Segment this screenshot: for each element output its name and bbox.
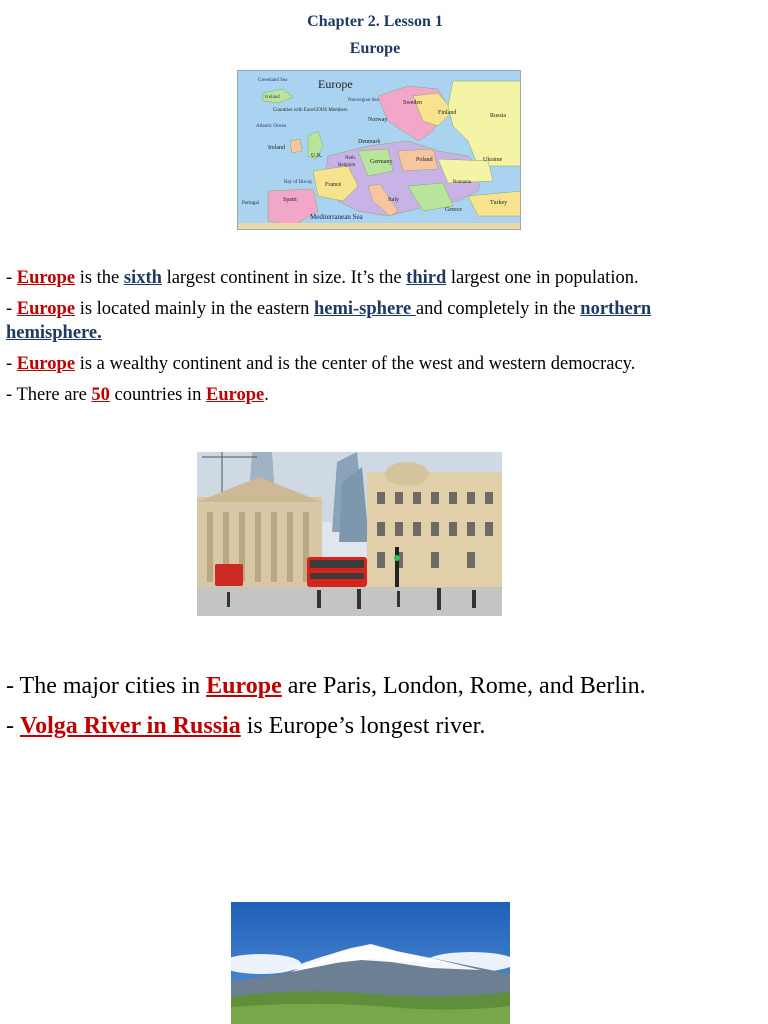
fact-line-river (6, 713, 485, 740)
map-label: Norwegian Sea (348, 98, 379, 103)
map-label: Portugal (242, 201, 259, 206)
london-city-photo (197, 452, 502, 616)
map-label: Russia (490, 113, 507, 119)
map-label: Greenland Sea (258, 78, 288, 83)
fact-text: largest one in population. (446, 268, 639, 288)
map-label: Mediterranean Sea (310, 213, 363, 221)
fact-text: largest continent in size. It’s the (161, 268, 407, 288)
fact-line-wealth (6, 354, 635, 375)
bullet-dash: - (6, 713, 20, 739)
topic-title: Europe (349, 40, 401, 57)
keyword-hemi-sphere: hemi-sphere (313, 299, 416, 319)
map-label: Ireland (268, 145, 285, 151)
map-legend: Countries with EuroGOOS Members (273, 108, 348, 113)
map-label: U.K. (311, 153, 323, 159)
keyword-europe: Europe (206, 385, 265, 405)
mountain-photo (231, 902, 510, 1024)
map-label: Poland (416, 157, 433, 163)
map-label: Bay of Biscay (284, 180, 313, 185)
map-label: Belgium (338, 163, 356, 168)
fact-text: countries in (109, 385, 206, 405)
fact-text: is a wealthy continent and is the center of the west and western democracy. (75, 354, 636, 374)
map-label: Sweden (403, 100, 422, 106)
map-title: Europe (318, 77, 353, 91)
map-label: Romania (453, 180, 472, 185)
map-label: Denmark (358, 139, 381, 145)
keyword-third: third (406, 268, 447, 288)
fact-text: and completely in the (415, 299, 581, 319)
fact-text: . (264, 385, 269, 405)
keyword-fifty: 50 (91, 385, 110, 405)
keyword-sixth: sixth (123, 268, 162, 288)
fact-text: is Europe’s longest river. (240, 713, 486, 739)
bullet-dash: - (6, 268, 17, 288)
fact-text: is the (75, 268, 124, 288)
map-label: Norway (368, 117, 388, 123)
keyword-hemisphere: hemisphere. (6, 323, 102, 343)
fact-text: - The major cities in (6, 673, 207, 699)
map-label: Atlantic Ocean (256, 124, 287, 129)
map-label: Ukraine (483, 157, 503, 163)
keyword-northern: northern (580, 299, 652, 319)
keyword-europe: Europe (16, 299, 76, 319)
fact-line-hemisphere-cont (6, 323, 102, 344)
map-label: Italy (388, 197, 399, 203)
map-label: Finland (438, 110, 457, 116)
bullet-dash: - (6, 354, 17, 374)
keyword-europe: Europe (206, 673, 282, 699)
keyword-europe: Europe (16, 268, 76, 288)
fact-text: are Paris, London, Rome, and Berlin. (281, 673, 646, 699)
chapter-title: Chapter 2. Lesson 1 (307, 13, 443, 30)
fact-text: is located mainly in the eastern (75, 299, 314, 319)
fact-text: - There are (6, 385, 92, 405)
keyword-volga-river: Volga River in Russia (20, 713, 241, 739)
map-label: Germany (370, 159, 393, 165)
europe-map-image (237, 70, 521, 230)
fact-line-hemisphere (6, 299, 651, 320)
bullet-dash: - (6, 299, 17, 319)
map-label: Turkey (490, 200, 508, 206)
fact-line-size (6, 268, 639, 289)
map-label: Iceland (265, 95, 280, 100)
map-label: France (325, 182, 342, 188)
map-label: Neth. (345, 156, 356, 161)
map-label: Spain (283, 197, 297, 203)
fact-line-cities (6, 673, 646, 700)
fact-line-countries (6, 385, 269, 406)
map-label: Greece (445, 207, 462, 213)
keyword-europe: Europe (16, 354, 76, 374)
